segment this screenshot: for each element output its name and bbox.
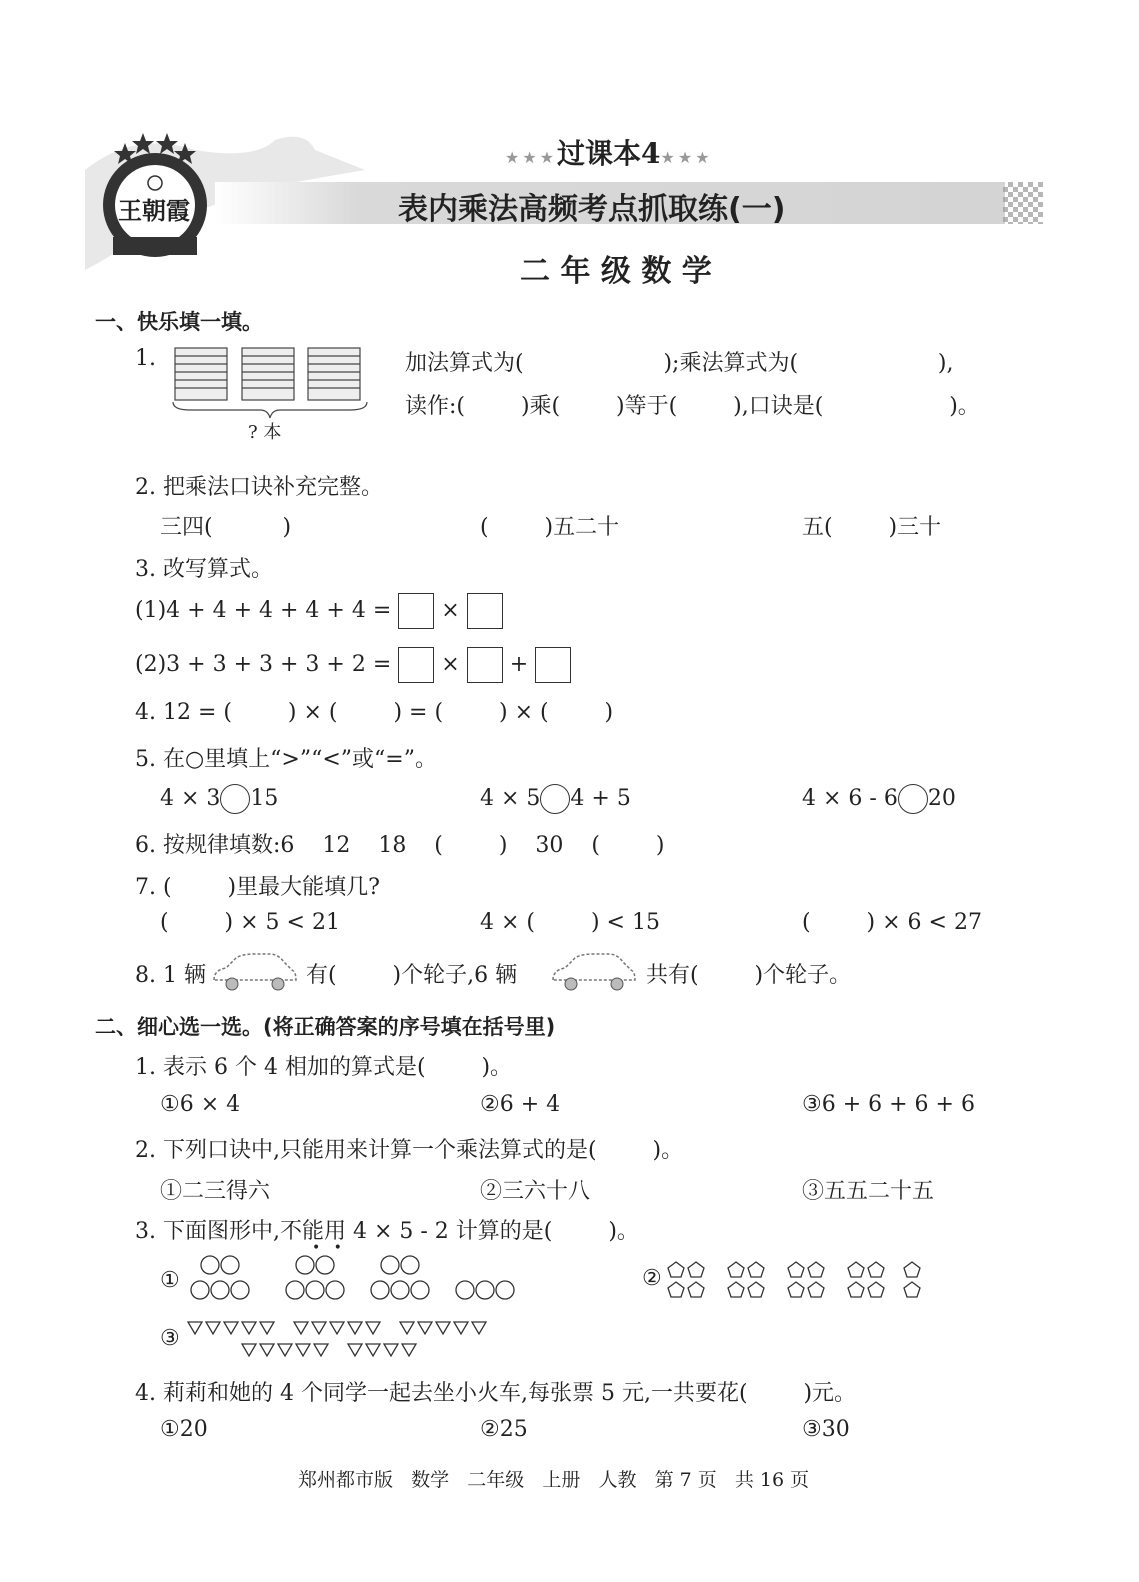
q1-line1: 加法算式为( );乘法算式为( ), — [405, 351, 954, 376]
q5-a-right: 15 — [250, 786, 279, 811]
brand-logo — [95, 125, 215, 265]
q3-text: 3. 改写算式。 — [135, 557, 273, 582]
q5-b-right: 4 + 5 — [570, 786, 631, 811]
page-title: 表内乘法高频考点抓取练(一) — [398, 192, 786, 227]
q2-a: 三四( ) — [160, 515, 292, 540]
q1-line2: 读作:( )乘( )等于( ),口诀是( )。 — [405, 394, 980, 419]
s2-q1-a[interactable]: ①6 × 4 — [160, 1092, 241, 1117]
car-icon — [208, 948, 300, 994]
s2-q4-text: 4. 莉莉和她的 4 个同学一起去坐小火车,每张票 5 元,一共要花( )元。 — [135, 1381, 857, 1406]
q8-part1: 8. 1 辆 — [135, 963, 206, 988]
q7-b: 4 × ( ) < 15 — [480, 910, 660, 935]
section2-heading: 二、细心选一选。(将正确答案的序号填在括号里) — [95, 1015, 556, 1039]
car-icon — [547, 948, 639, 994]
q7-a: ( ) × 5 < 21 — [160, 910, 340, 935]
q8-part3: 共有( )个轮子。 — [646, 963, 852, 988]
q7-c: ( ) × 6 < 27 — [802, 910, 982, 935]
s2-q2-a[interactable]: ①二三得六 — [160, 1179, 271, 1204]
q5-b-left: 4 × 5 — [480, 786, 541, 811]
q7-text: 7. ( )里最大能填几? — [135, 875, 380, 900]
q5-text: 5. 在○里填上“>”“<”或“=”。 — [135, 747, 437, 772]
answer-box[interactable] — [467, 593, 503, 629]
s2-q3-option-a-label[interactable]: ① — [160, 1268, 180, 1293]
times-sign: × — [441, 652, 460, 677]
stars-right-icon: ★★★ — [660, 148, 713, 167]
stars-left-icon: ★★★ — [505, 148, 558, 167]
compare-circle[interactable] — [540, 784, 570, 814]
s2-q3-option-c-label[interactable]: ③ — [160, 1326, 180, 1351]
pentagons-figure — [666, 1258, 936, 1302]
emphasis-dots: • • — [312, 1240, 342, 1256]
series-label — [505, 132, 713, 172]
s2-q2-text: 2. 下列口诀中,只能用来计算一个乘法算式的是( )。 — [135, 1138, 684, 1163]
s2-q1-text: 1. 表示 6 个 4 相加的算式是( )。 — [135, 1055, 513, 1080]
s2-q2-c[interactable]: ③五五二十五 — [802, 1179, 935, 1204]
page-subtitle: 二 年 级 数 学 — [520, 254, 712, 289]
books-label: ? 本 — [248, 422, 282, 443]
q2-b: ( )五二十 — [480, 515, 620, 540]
compare-circle[interactable] — [220, 784, 250, 814]
q3-part1-expr: (1)4 + 4 + 4 + 4 + 4 = — [135, 598, 392, 623]
s2-q3-text: 3. 下面图形中,不能用 4 × 5 - 2 计算的是( )。 — [135, 1219, 639, 1244]
series-text: 过课本4 — [557, 137, 661, 170]
times-sign: × — [441, 598, 460, 623]
q4-text: 4. 12 = ( ) × ( ) = ( ) × ( ) — [135, 700, 614, 725]
q5-c-left: 4 × 6 - 6 — [802, 786, 898, 811]
smiley-faces-figure — [185, 1252, 525, 1308]
s2-q4-b[interactable]: ②25 — [480, 1417, 528, 1442]
answer-box[interactable] — [398, 647, 434, 683]
q5-a — [160, 784, 278, 814]
answer-box[interactable] — [398, 593, 434, 629]
q5-c — [802, 784, 956, 814]
q3-part1 — [135, 593, 503, 629]
triangles-figure — [186, 1318, 496, 1364]
q5-a-left: 4 × 3 — [160, 786, 221, 811]
s2-q3-option-b-label[interactable]: ② — [642, 1266, 662, 1291]
answer-box[interactable] — [467, 647, 503, 683]
answer-box[interactable] — [535, 647, 571, 683]
compare-circle[interactable] — [898, 784, 928, 814]
q5-b — [480, 784, 631, 814]
s2-q1-c[interactable]: ③6 + 6 + 6 + 6 — [802, 1092, 975, 1117]
q2-c: 五( )三十 — [802, 515, 942, 540]
page-footer: 郑州都市版 数学 二年级 上册 人教 第 7 页 共 16 页 — [298, 1469, 810, 1491]
s2-q2-b[interactable]: ②三六十八 — [480, 1179, 591, 1204]
q6-text: 6. 按规律填数:6 12 18 ( ) 30 ( ) — [135, 833, 665, 858]
section1-heading: 一、快乐填一填。 — [95, 310, 263, 334]
q3-part2-expr: (2)3 + 3 + 3 + 3 + 2 = — [135, 652, 392, 677]
s2-q4-a[interactable]: ①20 — [160, 1417, 208, 1442]
logo-text: 王朝霞 — [118, 196, 190, 225]
checker-decoration — [1003, 182, 1043, 224]
plus-sign: + — [509, 652, 529, 677]
q3-part2 — [135, 647, 571, 683]
q1-number: 1. — [135, 346, 156, 371]
q2-text: 2. 把乘法口诀补充完整。 — [135, 475, 383, 500]
q8-part2: 有( )个轮子,6 辆 — [306, 963, 518, 988]
s2-q1-b[interactable]: ②6 + 4 — [480, 1092, 561, 1117]
q5-c-right: 20 — [927, 786, 956, 811]
book-stacks-image — [170, 340, 370, 420]
s2-q4-c[interactable]: ③30 — [802, 1417, 850, 1442]
